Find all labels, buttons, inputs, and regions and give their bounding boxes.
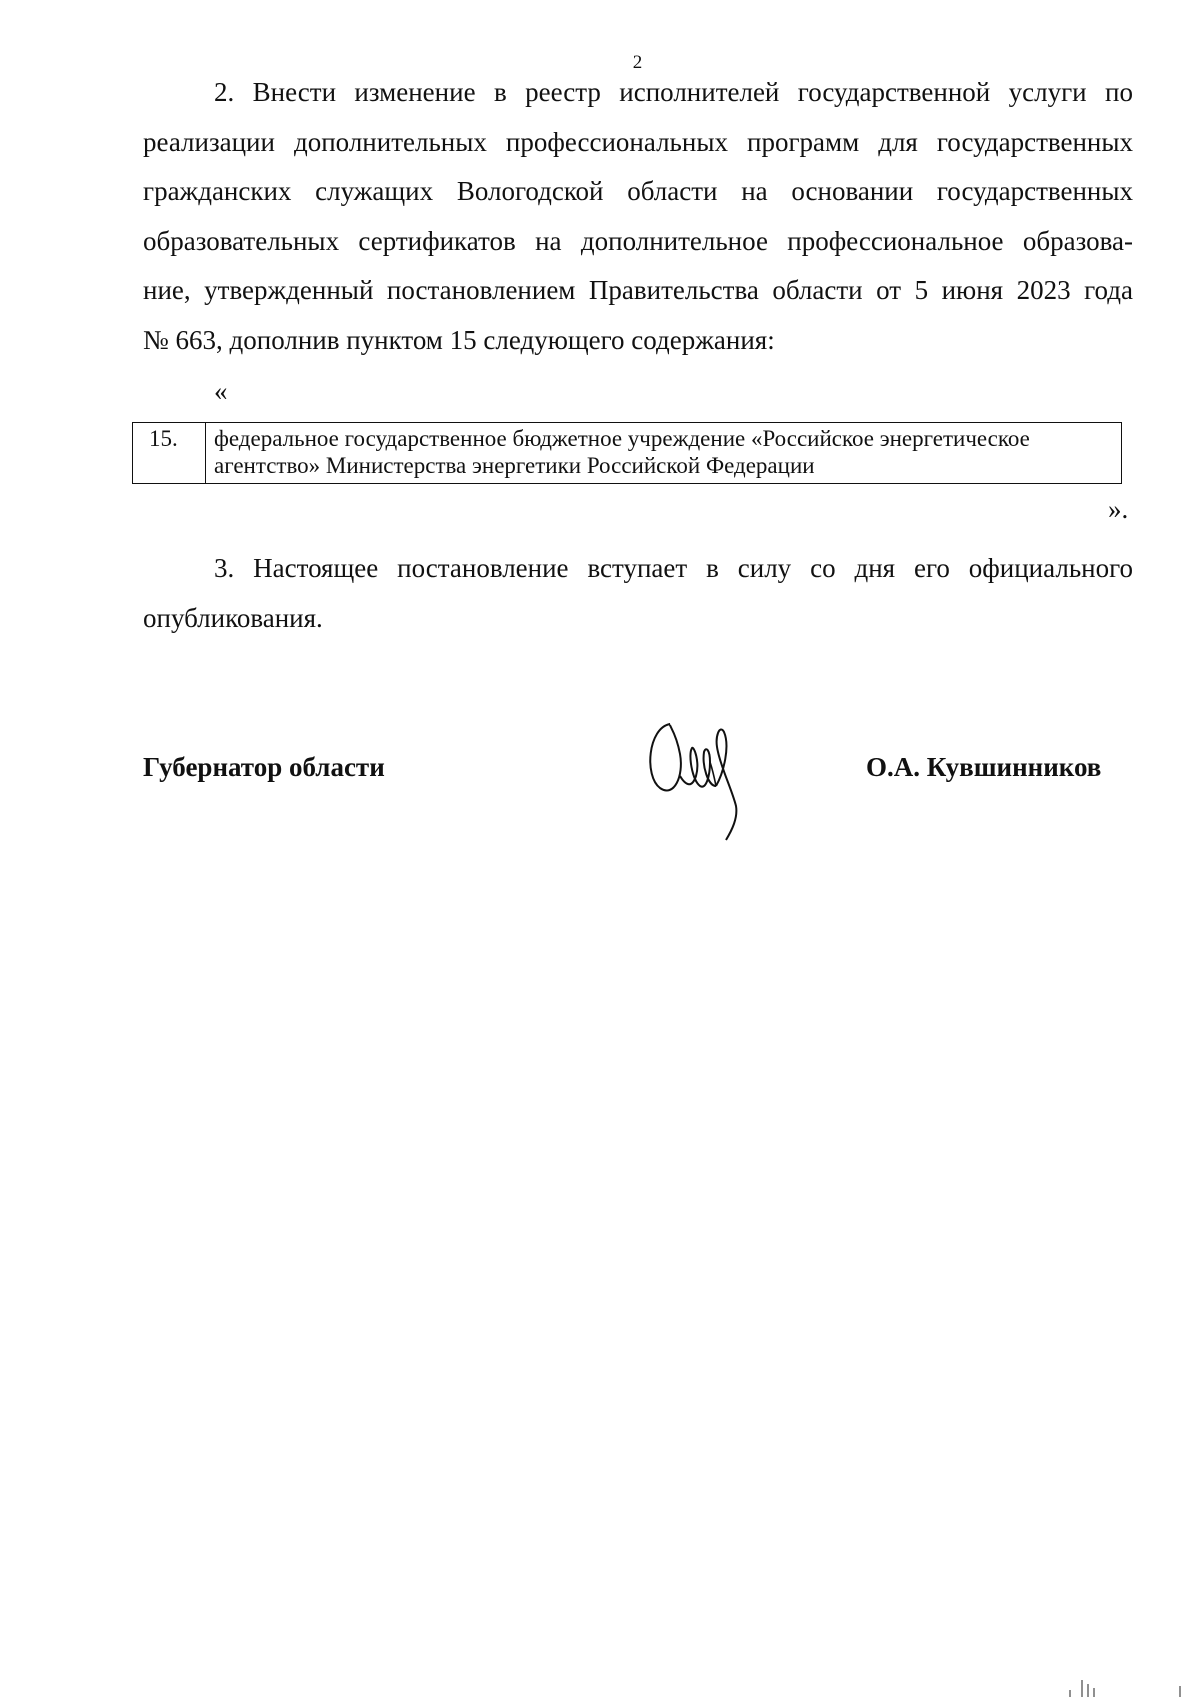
- closing-quote: ».: [1108, 494, 1129, 524]
- paragraph-line: опубликования.: [143, 602, 323, 633]
- signatory-name: О.А. Кувшинников: [866, 752, 1102, 782]
- paragraph-line: образовательных сертификатов на дополнительное профессиональное образова-: [143, 225, 1133, 256]
- paragraph-line: ние, утвержденный постановлением Правительства области от 5 июня 2023 года: [143, 275, 1133, 305]
- registry-entry-table: [132, 422, 1122, 484]
- paragraph-line: 3. Настоящее постановление вступает в силу со дня его официального: [214, 553, 1133, 583]
- paragraph-2: [143, 68, 1133, 365]
- scan-artifact-marks: [1040, 1670, 1190, 1697]
- table-row: [133, 423, 1122, 484]
- page-number: 2: [632, 52, 643, 73]
- paragraph-line: реализации дополнительных профессиональных программ для государственных: [143, 126, 1133, 157]
- opening-quote: «: [214, 376, 228, 406]
- entry-description-line: агентство» Министерства энергетики Российской Федерации: [214, 453, 815, 478]
- entry-number: 15.: [133, 423, 206, 484]
- entry-description-line: федеральное государственное бюджетное учреждение «Российское энергетическое: [214, 426, 1030, 451]
- signatory-title: Губернатор области: [143, 752, 385, 782]
- paragraph-line: гражданских служащих Вологодской области на основании государственных: [143, 176, 1133, 206]
- paragraph-line: 2. Внести изменение в реестр исполнителей государственной услуги по: [214, 77, 1133, 107]
- handwritten-signature: [640, 706, 760, 842]
- paragraph-3: [143, 544, 1133, 643]
- entry-description: [206, 423, 1122, 484]
- paragraph-line: № 663, дополнив пунктом 15 следующего содержания:: [143, 324, 775, 355]
